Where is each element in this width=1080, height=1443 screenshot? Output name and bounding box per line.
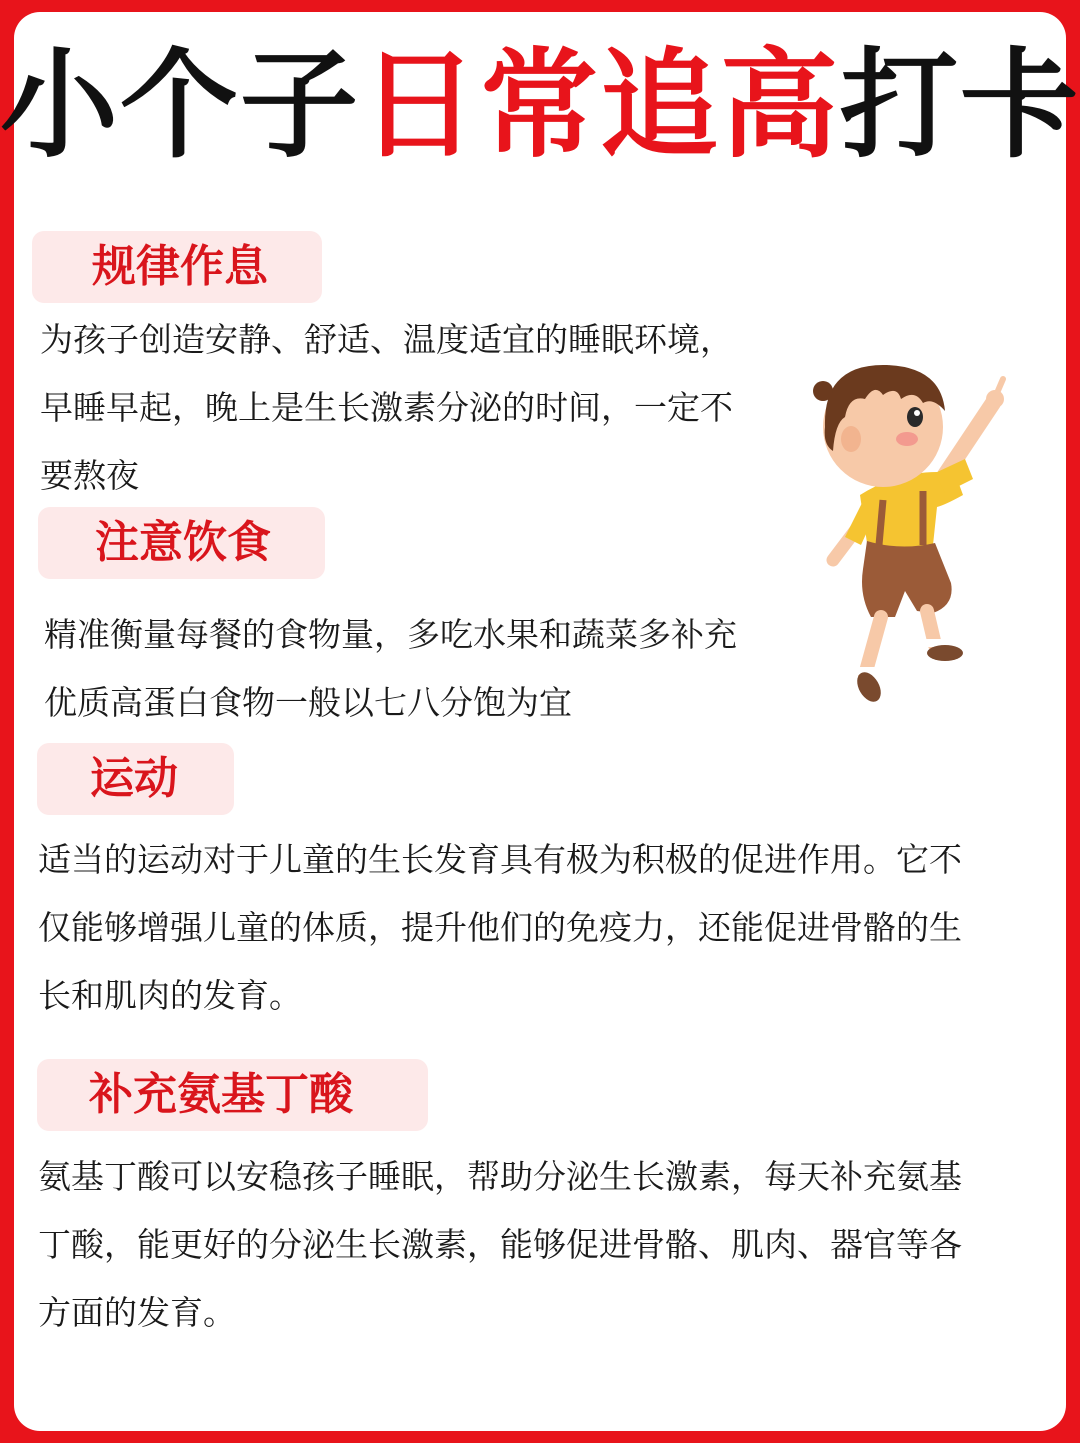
title-part-2: 日常追高 [360,36,841,174]
text-line: 精准衡量每餐的食物量，多吃水果和蔬菜多补充 [44,615,737,654]
text-line: 优质高蛋白食物一般以七八分饱为宜 [44,683,572,722]
text-line: 适当的运动对于儿童的生长发育具有极为积极的促进作用。它不 [38,840,962,879]
child-pointing-up-icon [805,355,1015,715]
text-line: 方面的发育。 [38,1293,236,1332]
section-heading-label: 运动 [90,753,178,804]
text-line: 为孩子创造安静、舒适、温度适宜的睡眠环境， [40,320,733,359]
text-line: 氨基丁酸可以安稳孩子睡眠，帮助分泌生长激素，每天补充氨基 [38,1157,962,1196]
title-part-3: 打卡 [840,36,1080,174]
section-heading-diet [38,507,325,579]
section-heading-label: 注意饮食 [95,517,271,568]
section-text-gaba [38,1143,962,1347]
text-line: 早睡早起，晚上是生长激素分泌的时间，一定不 [40,388,733,427]
text-line: 长和肌肉的发育。 [38,976,302,1015]
title-part-1: 小个子 [0,36,361,174]
text-line: 要熬夜 [40,456,139,495]
section-heading-label: 规律作息 [92,241,268,292]
section-heading-gaba [37,1059,428,1131]
section-text-diet [44,601,737,737]
section-text-exercise [38,826,962,1030]
section-text-sleep [40,306,733,510]
page-title [0,36,1080,174]
text-line: 仅能够增强儿童的体质，提升他们的免疫力，还能促进骨骼的生 [38,908,962,947]
section-heading-sleep [32,231,322,303]
section-heading-label: 补充氨基丁酸 [89,1069,353,1120]
section-heading-exercise [37,743,234,815]
text-line: 丁酸，能更好的分泌生长激素，能够促进骨骼、肌肉、器官等各 [38,1225,962,1264]
